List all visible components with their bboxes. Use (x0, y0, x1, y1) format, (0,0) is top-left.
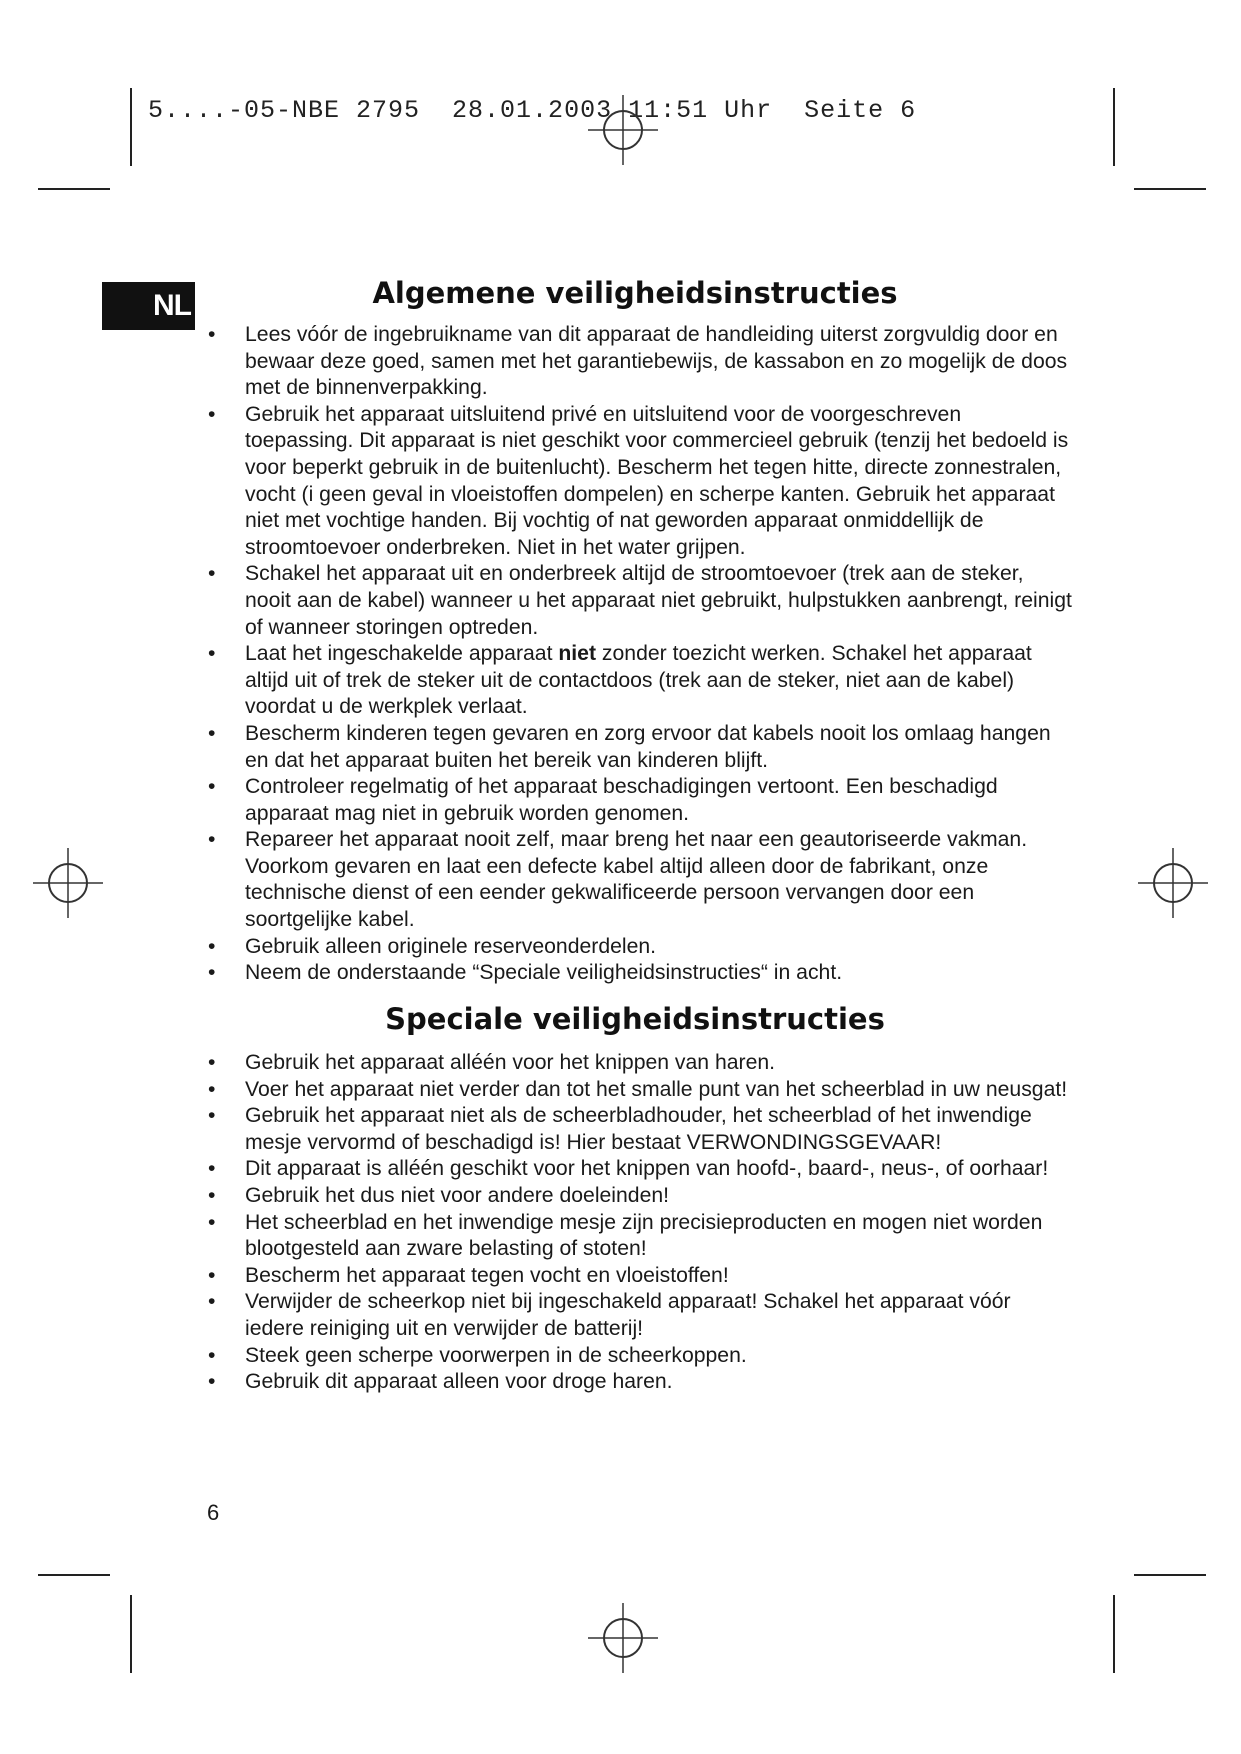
general-safety-title: Algemene veiligheidsinstructies (372, 276, 898, 310)
list-item: • Repareer het apparaat nooit zelf, maar breng het naar een geautoriseerde vakman. Voorkom gevaren en laat een defecte kabel altijd alleen door de fabrikant, onze technische dienst of een eender gekwalificeerde persoon vervangen door een soortgelijke kabel. (205, 827, 1075, 933)
crop-mark-top-left-horizontal (38, 188, 110, 190)
list-item (205, 641, 1075, 721)
list-item: • Dit apparaat is alléén geschikt voor het knippen van hoofd-, baard-, neus-, of oorhaar! (205, 1156, 1075, 1183)
list-item: • Controleer regelmatig of het apparaat beschadigingen vertoont. Een beschadigd apparaat mag niet in gebruik worden genomen. (205, 774, 1075, 827)
crop-mark-bottom-right-vertical (1113, 1595, 1115, 1673)
language-badge: NL (102, 282, 195, 330)
crop-mark-bottom-right-horizontal (1134, 1574, 1206, 1576)
list-item: • Gebruik het apparaat niet als de scheerbladhouder, het scheerblad of het inwendige mesje vervormd of beschadigd is! Hier bestaat VERWONDINGSGEVAAR! (205, 1103, 1075, 1156)
list-item: • Voer het apparaat niet verder dan tot het smalle punt van het scheerblad in uw neusgat! (205, 1077, 1075, 1104)
list-item: • Steek geen scherpe voorwerpen in de scheerkoppen. (205, 1343, 1075, 1370)
special-safety-title: Speciale veiligheidsinstructies (385, 1002, 885, 1036)
crop-mark-top-left-vertical (130, 88, 132, 166)
list-item: • Verwijder de scheerkop niet bij ingeschakeld apparaat! Schakel het apparaat vóór iedere reiniging uit en verwijder de batterij! (205, 1289, 1075, 1342)
list-item: • Bescherm het apparaat tegen vocht en vloeistoffen! (205, 1263, 1075, 1290)
list-item: • Schakel het apparaat uit en onderbreek altijd de stroomtoevoer (trek aan de steker, nooit aan de kabel) wanneer u het apparaat niet gebruikt, hulpstukken aanbrengt, reinigt of wanneer storingen optreden. (205, 561, 1075, 641)
crop-mark-top-right-horizontal (1134, 188, 1206, 190)
list-item: • Gebruik het dus niet voor andere doeleinden! (205, 1183, 1075, 1210)
list-item: • Bescherm kinderen tegen gevaren en zorg ervoor dat kabels nooit los omlaag hangen en dat het apparaat buiten het bereik van kinderen blijft. (205, 721, 1075, 774)
list-item: • Gebruik alleen originele reserveonderdelen. (205, 934, 1075, 961)
list-item-emphasis: niet (558, 642, 597, 666)
special-safety-list (205, 1050, 1075, 1396)
crop-mark-bottom-left-horizontal (38, 1574, 110, 1576)
printer-slug: 5....-05-NBE 2795 28.01.2003 11:51 Uhr Seite 6 (148, 96, 917, 125)
list-item: • Gebruik dit apparaat alleen voor droge haren. (205, 1369, 1075, 1396)
list-item: • Gebruik het apparaat uitsluitend privé en uitsluitend voor de voorgeschreven toepassing. Dit apparaat is niet geschikt voor commercieel gebruik (tenzij het bedoeld is voor beperkt gebruik in de buitenlucht). Bescherm het tegen hitte, directe zonnestralen, vocht (i geen geval in vloeistoffen dompelen) en scherpe kanten. Gebruik het apparaat niet met vochtige handen. Bij vochtig of nat geworden apparaat onmiddellijk de stroomtoevoer onderbreken. Niet in het water grijpen. (205, 402, 1075, 562)
list-item: • Het scheerblad en het inwendige mesje zijn precisieproducten en mogen niet worden blootgesteld aan zware belasting of stoten! (205, 1210, 1075, 1263)
registration-mark-icon (1138, 848, 1208, 918)
registration-mark-icon (33, 848, 103, 918)
list-item-text: Laat het ingeschakelde apparaat (245, 642, 559, 666)
list-item: • Lees vóór de ingebruikname van dit apparaat de handleiding uiterst zorgvuldig door en bewaar deze goed, samen met het garantiebewijs, de kassabon en zo mogelijk de doos met de binnenverpakking. (205, 322, 1075, 402)
list-item-text: zonder toezicht werken. Schakel het apparaat altijd uit of trek de steker uit de contactdoos (trek aan de steker, niet aan de kabel) voordat u de werkplek verlaat. (245, 642, 1032, 719)
list-item: • Gebruik het apparaat alléén voor het knippen van haren. (205, 1050, 1075, 1077)
general-safety-list (205, 322, 1075, 987)
page-number: 6 (207, 1500, 220, 1525)
registration-mark-icon (588, 95, 658, 165)
crop-mark-top-right-vertical (1113, 88, 1115, 166)
crop-mark-bottom-left-vertical (130, 1595, 132, 1673)
list-item: • Neem de onderstaande “Speciale veiligheidsinstructies“ in acht. (205, 960, 1075, 987)
registration-mark-icon (588, 1603, 658, 1673)
